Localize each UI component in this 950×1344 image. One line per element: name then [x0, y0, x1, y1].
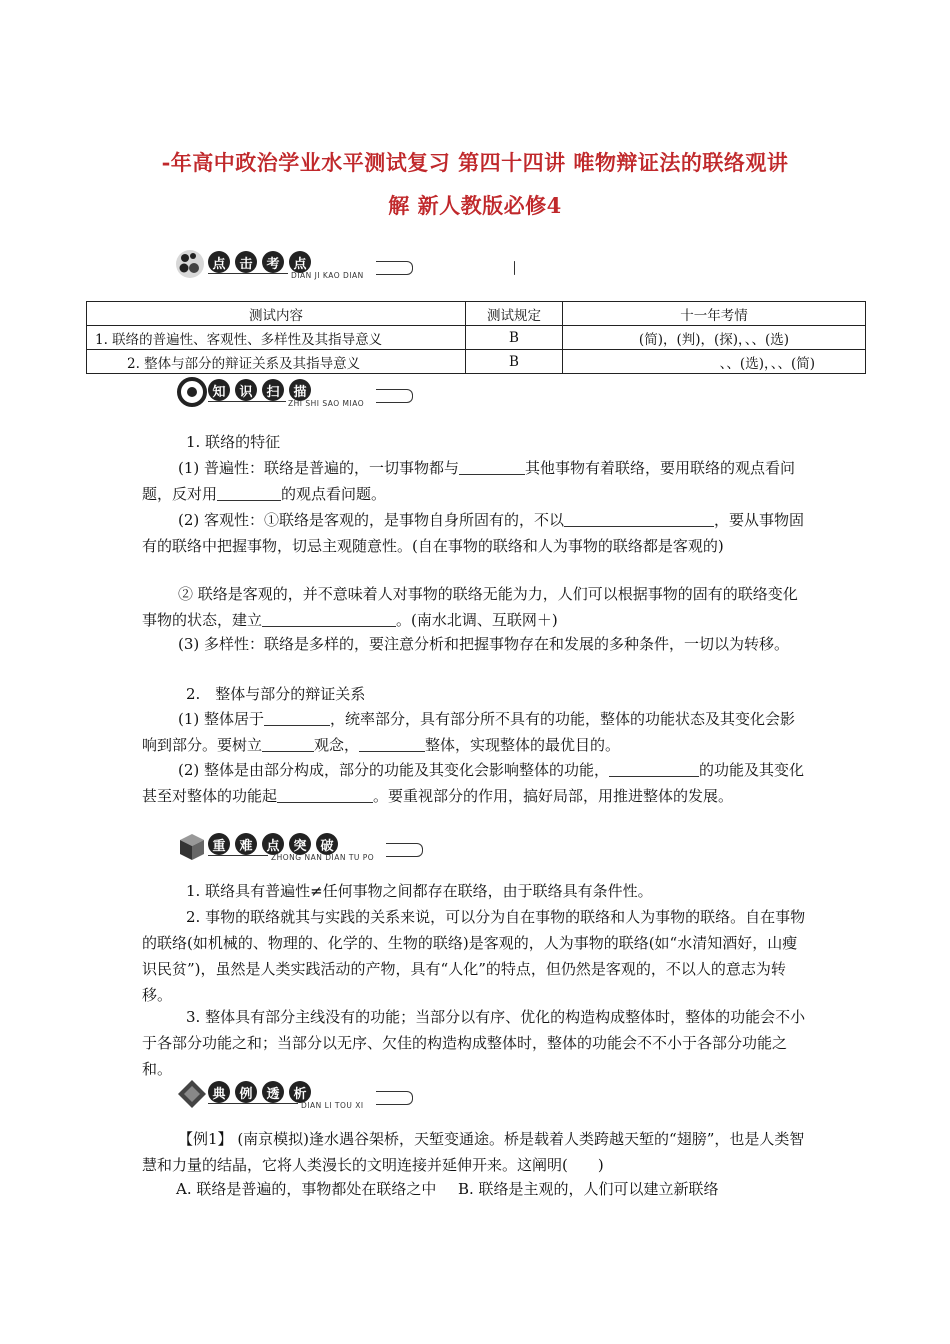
banner-char: 透	[262, 1081, 284, 1103]
banner-char: 典	[208, 1081, 230, 1103]
table-cell: B	[466, 350, 563, 374]
banner-hook	[376, 1091, 413, 1105]
banner-dianli-touxi	[176, 1078, 436, 1116]
text-run: (2) 整体是由部分构成，部分的功能及其变化会影响整体的功能，	[178, 761, 610, 779]
example-question	[142, 1126, 808, 1178]
banner-char: 点	[262, 833, 284, 855]
fill-blank	[564, 510, 714, 527]
fill-blank	[262, 735, 314, 752]
text-run: ② 联络是客观的，并不意味着人对事物的联络无能为力，人们可以根据事物的固有的联络变化事物的状态，建立	[142, 585, 798, 629]
text-run: (2) 客观性：①联络是客观的，是事物自身所固有的，不以	[178, 511, 565, 529]
banner-underline	[208, 401, 286, 402]
banner-char: 识	[235, 379, 257, 401]
table-cell: 、、(选)，、、(简)	[563, 350, 866, 374]
fill-blank	[609, 760, 699, 777]
banner-underline	[208, 273, 288, 274]
table-header: 测试规定	[466, 302, 563, 326]
banner-dianji-kaodian	[176, 248, 436, 286]
table-cell: 2. 整体与部分的辩证关系及其指导意义	[87, 350, 466, 374]
document-title-line2: 解 新人教版必修4	[388, 193, 562, 218]
text-run: 的功能及其变化甚至对整体的功能起	[142, 761, 805, 805]
option-a: A. 联络是普遍的，事物都处在联络之中	[176, 1180, 437, 1198]
banner-underline	[208, 855, 268, 856]
banner-hook	[386, 843, 423, 857]
banner-char: 难	[235, 833, 257, 855]
section-heading: 1. 联络的特征	[186, 433, 281, 451]
example-label: 【例1】	[178, 1130, 233, 1148]
banner-char: 扫	[262, 379, 284, 401]
difficult-point: 2. 事物的联络就其与实践的关系来说，可以分为自在事物的联络和人为事物的联络。自在事物的联络(如机械的、物理的、化学的、生物的联络)是客观的，人为事物的联络(如“水清知酒好，山瘦识民贫”)，虽然是人类实践活动的产物，具有“人化”的特点，但仍然是客观的，不以人的意志为转移。	[142, 908, 806, 1004]
difficult-point: 3. 整体具有部分主线没有的功能；当部分以有序、优化的构造构成整体时，整体的功能会不小于各部分功能之和；当部分以无序、欠佳的构造构成整体时，整体的功能会不不小于各部分功能之和。	[142, 1008, 806, 1078]
banner-decor	[514, 261, 515, 275]
text-run: 的观点看问题。	[281, 485, 387, 503]
banner-zhishi-saomiao	[176, 376, 436, 414]
text-run: 。(南水北调、互联网＋)	[396, 611, 558, 629]
table-header: 测试内容	[87, 302, 466, 326]
banner-pinyin: DIAN LI TOU XI	[301, 1101, 364, 1110]
fill-blank	[264, 709, 330, 726]
paragraph: (3) 多样性：联络是多样的，要注意分析和把握事物存在和发展的多种条件，一切以为转移。	[178, 635, 790, 653]
table-row	[87, 326, 866, 350]
paragraph	[142, 706, 808, 758]
banner-char: 突	[289, 833, 311, 855]
example-text: (南京模拟)逢水遇谷架桥，天堑变通途。桥是载着人类跨越天堑的“翅膀”，也是人类智慧和力量的结晶，它将人类漫长的文明连接并延伸开来。这阐明( )	[142, 1130, 805, 1174]
table-row	[87, 350, 866, 374]
banner-char: 重	[208, 833, 230, 855]
table-cell: (简)，(判)，(探)，、、(选)	[563, 326, 866, 350]
option-b: B. 联络是主观的，人们可以建立新联络	[457, 1180, 719, 1198]
table-cell: 1. 联络的普遍性、客观性、多样性及其指导意义	[87, 326, 466, 350]
banner-char: 考	[262, 251, 284, 273]
banner-char: 描	[289, 379, 311, 401]
fill-blank	[262, 610, 396, 627]
banner-char: 析	[289, 1081, 311, 1103]
text-run: (1) 整体居于	[178, 710, 265, 728]
banner-hook	[376, 261, 413, 275]
paragraph	[142, 455, 808, 507]
section-heading: 2. 整体与部分的辩证关系	[186, 685, 366, 703]
fill-blank	[217, 484, 281, 501]
text-run: 。要重视部分的作用，搞好局部，用推进整体的发展。	[373, 787, 734, 805]
cube-icon	[176, 830, 208, 862]
fill-blank	[277, 786, 373, 803]
exam-requirements-table	[86, 301, 866, 374]
banner-char: 例	[235, 1081, 257, 1103]
banner-char: 点	[289, 251, 311, 273]
diamond-icon	[176, 1078, 208, 1110]
paragraph	[142, 757, 808, 809]
banner-char: 击	[235, 251, 257, 273]
paragraph	[142, 507, 808, 559]
difficult-point: 1. 联络具有普遍性≠任何事物之间都存在联络，由于联络具有条件性。	[186, 882, 653, 900]
banner-char: 知	[208, 379, 230, 401]
fill-blank	[359, 735, 425, 752]
banner-char: 破	[316, 833, 338, 855]
document-title-line1: -年高中政治学业水平测试复习 第四十四讲 唯物辩证法的联络观讲	[161, 150, 789, 175]
banner-pinyin: ZHI SHI SAO MIAO	[288, 399, 365, 408]
text-run: 整体，实现整体的最优目的。	[425, 736, 621, 754]
fill-blank	[459, 458, 525, 475]
table-header: 十一年考情	[563, 302, 866, 326]
text-run: 观念，	[314, 736, 360, 754]
swirl-icon	[176, 376, 208, 408]
banner-char: 点	[208, 251, 230, 273]
example-options	[176, 1176, 816, 1202]
paragraph	[142, 581, 808, 633]
table-cell: B	[466, 326, 563, 350]
text-run: ，统率部分，具有部分所不具有的功能，整体的功能状态及其变化会影响到部分。要树立	[142, 710, 796, 754]
banner-hook	[376, 389, 413, 403]
banner-pinyin: ZHONG NAN DIAN TU PO	[271, 853, 375, 862]
text-run: (1) 普遍性：联络是普遍的，一切事物都与	[178, 459, 460, 477]
banner-zhongnan-tupo	[176, 830, 436, 868]
text-run: 其他事物有着联络，要用联络的观点看问题，反对用	[142, 459, 796, 503]
text-run: ，要从事物固有的联络中把握事物，切忌主观随意性。(自在事物的联络和人为事物的联络都是客观的)	[142, 511, 805, 555]
footprint-icon	[176, 248, 208, 280]
banner-pinyin: DIAN JI KAO DIAN	[291, 271, 364, 280]
banner-underline	[208, 1103, 298, 1104]
table-header-row	[87, 302, 866, 326]
